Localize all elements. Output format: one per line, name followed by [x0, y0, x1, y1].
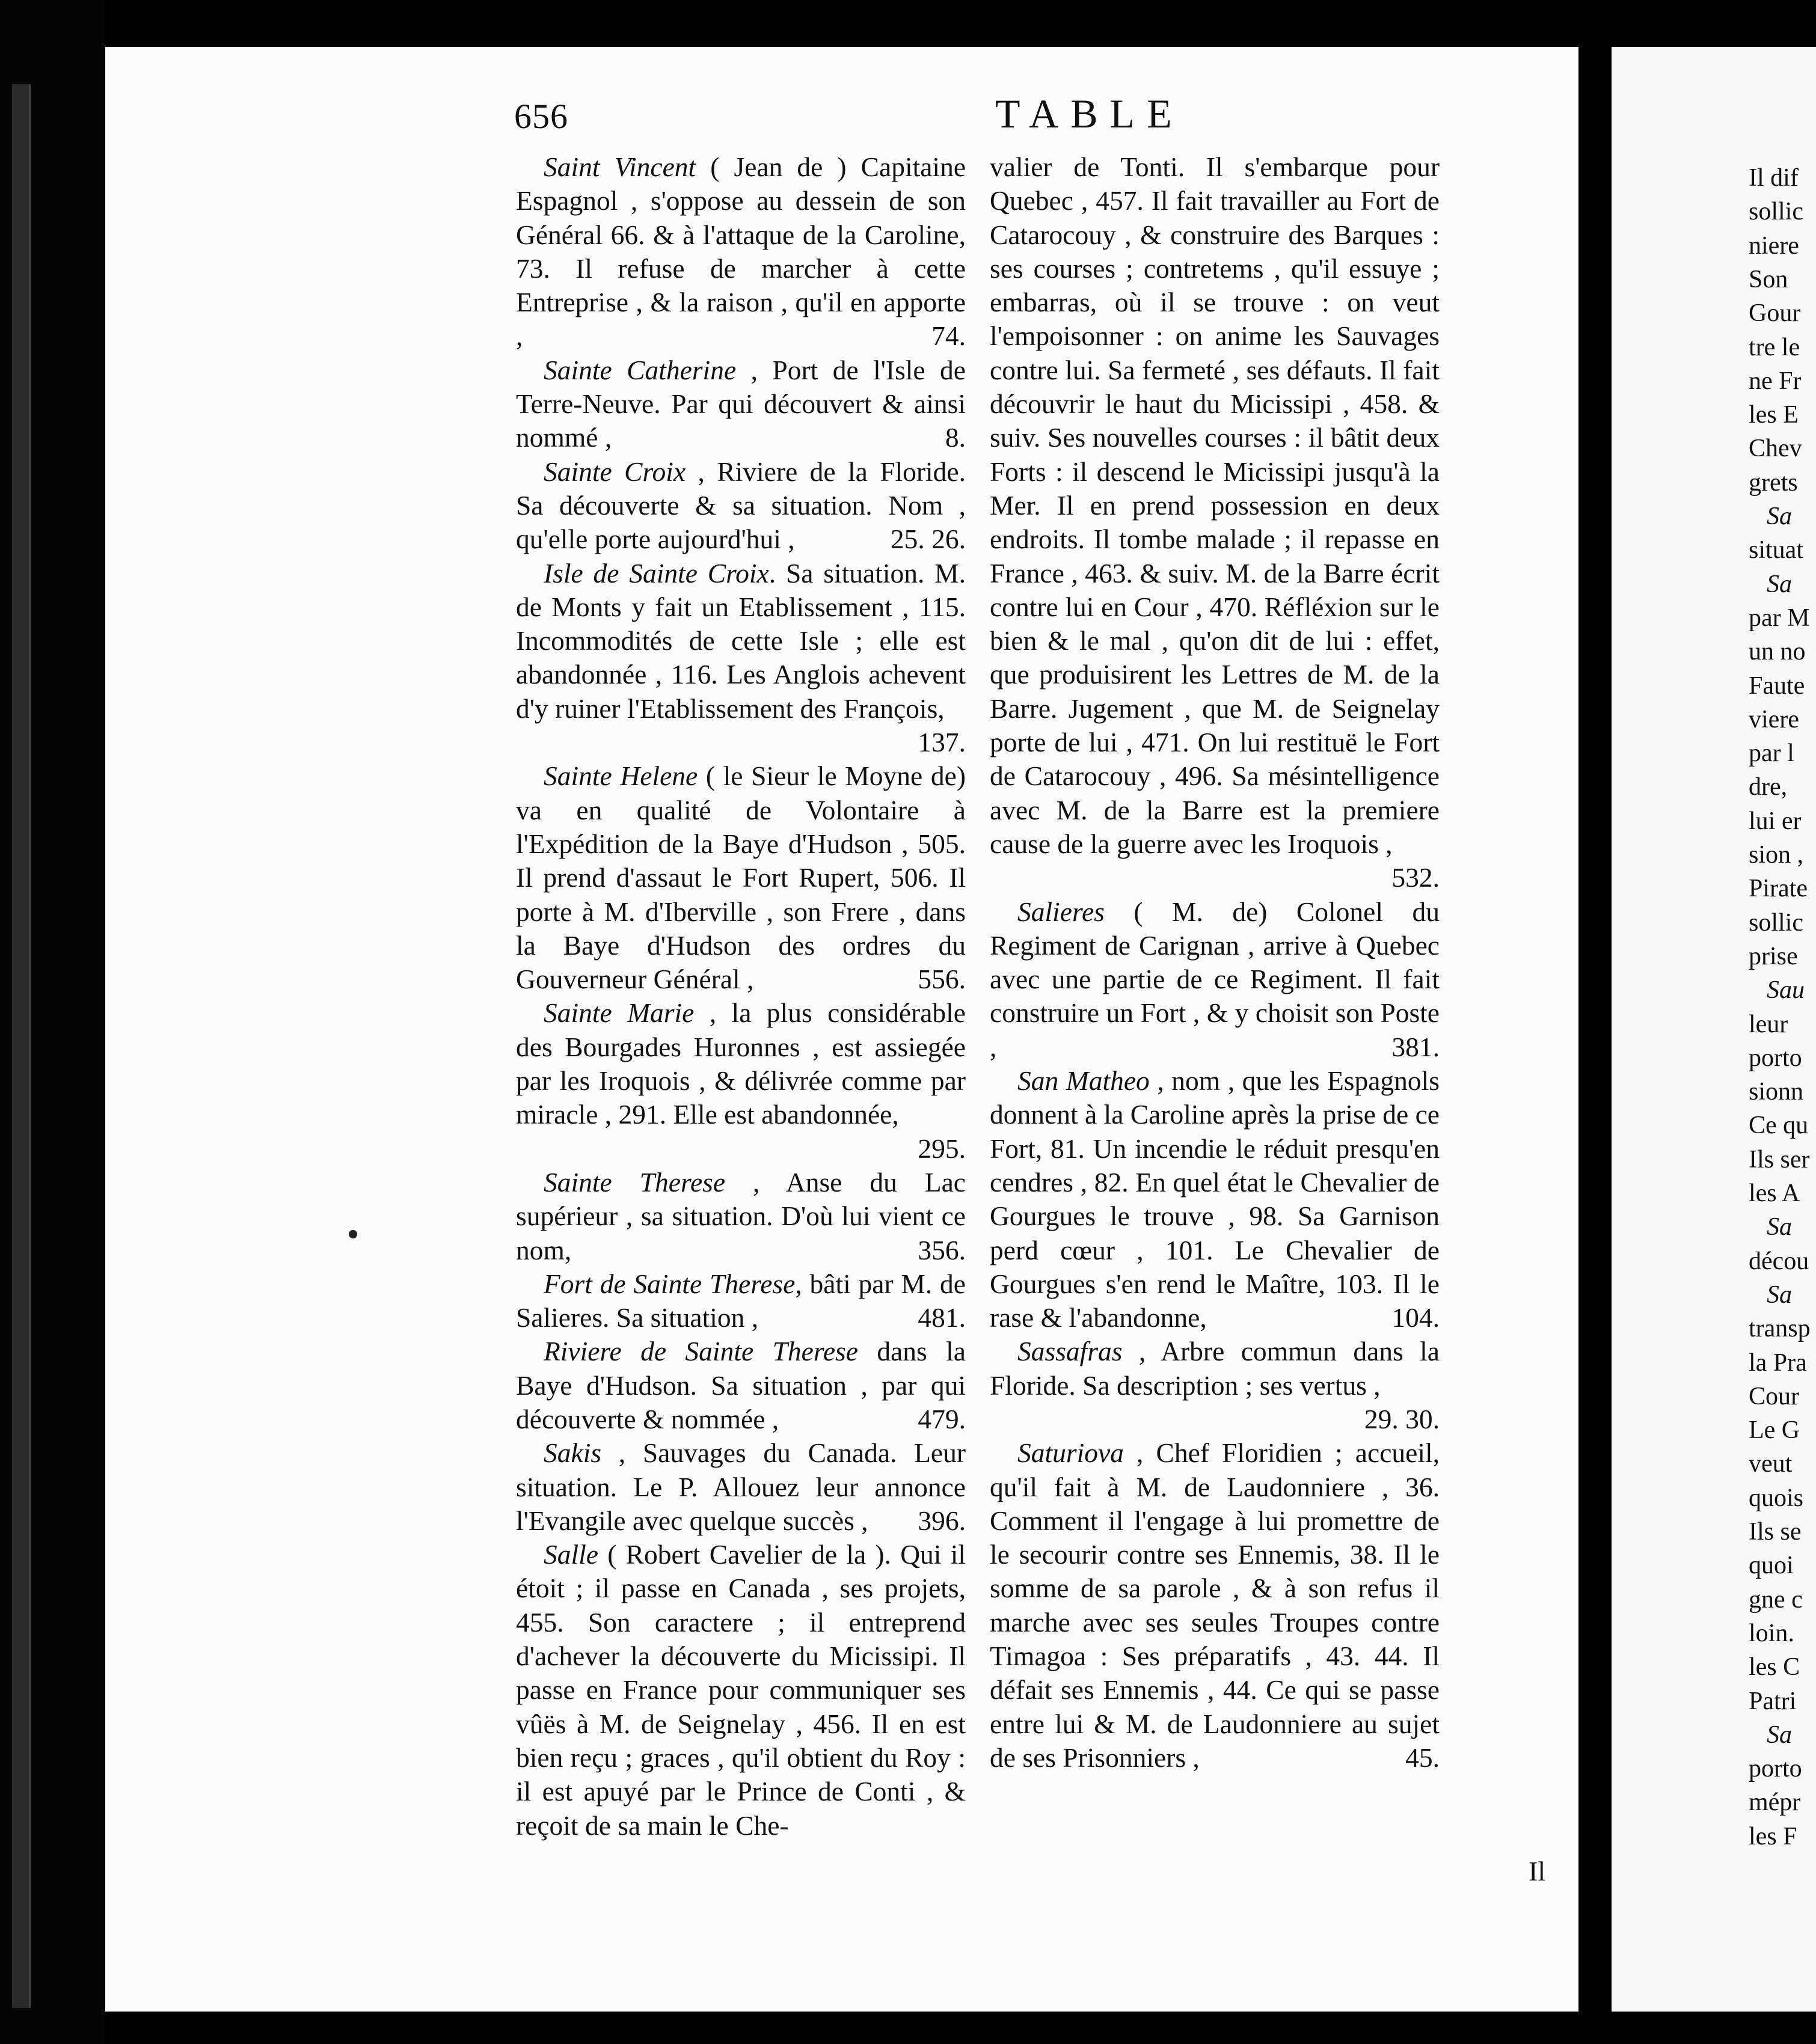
facing-page-line: mépr	[1749, 1788, 1801, 1817]
entry-text: , la plus considérable des Bourgades Huronnes , est assiegée par les Iroquois , & délivrée comme par miracle , 291. Elle est abandonnée,	[516, 997, 966, 1130]
page-reference: 45.	[1405, 1742, 1440, 1773]
facing-page-line: porto	[1749, 1044, 1802, 1072]
facing-page-line: veut	[1749, 1450, 1793, 1478]
entry-text: , Chef Floridien ; accueil, qu'il fait à M. de Laudonniere , 36. Comment il l'engage à lui promettre de le secourir contre ses Ennemis, 38. Il le somme de sa parole , & à son refus il marche avec ses seules Troupes contre Timagoa : Ses préparatifs , 43. 44. Il défait ses Ennemis , 44. Ce qui se passe entre lui & M. de Laudonniere au sujet de ses Prisonniers ,	[990, 1437, 1440, 1773]
entry-text: , Riviere de la Floride. Sa découverte & sa situation. Nom , qu'elle porte aujourd'hui ,	[516, 456, 966, 555]
entry-heading: Sakis	[544, 1437, 602, 1469]
facing-page-line: Ce qu	[1749, 1112, 1809, 1140]
entry-heading: Saturiova	[1017, 1437, 1124, 1469]
entry-text: , Port de l'Isle de Terre-Neuve. Par qui découvert & ainsi nommé ,	[516, 354, 966, 453]
facing-page-line: ne Fr	[1749, 367, 1802, 395]
facing-page-line: transp	[1749, 1315, 1811, 1343]
facing-page-line: Chev	[1749, 435, 1802, 463]
entry-text: , Anse du Lac supérieur , sa situation. D'où lui vient ce nom,	[516, 1166, 966, 1265]
index-entry	[516, 455, 966, 557]
entry-text: , bâti par M. de Salieres. Sa situation ,	[516, 1268, 966, 1333]
facing-page-line: Sa	[1767, 570, 1792, 598]
index-entry	[990, 895, 1440, 1064]
facing-page-line: tre le	[1749, 333, 1800, 361]
index-entry	[516, 1267, 966, 1335]
page-reference: 479.	[918, 1403, 966, 1434]
facing-page-line: les E	[1749, 401, 1799, 429]
entry-heading: Salieres	[1017, 896, 1105, 927]
catchword: Il	[1529, 1856, 1546, 1886]
facing-page-line: sollic	[1749, 198, 1803, 226]
page-number: 656	[514, 97, 568, 136]
entry-heading: Saint Vincent	[544, 151, 696, 182]
book-spine	[12, 84, 31, 2008]
facing-page-line: Sau	[1767, 976, 1805, 1005]
facing-page-line: sollic	[1749, 908, 1803, 937]
facing-page-line: un no	[1749, 638, 1806, 666]
index-entry	[990, 1335, 1440, 1436]
entry-heading: San Matheo	[1017, 1065, 1150, 1097]
facing-page-line: lui er	[1749, 807, 1802, 835]
facing-page-line: par l	[1749, 739, 1794, 768]
entry-heading: Salle	[544, 1539, 598, 1570]
facing-page-line: Sa	[1767, 503, 1792, 530]
entry-text: dans la Baye d'Hudson. Sa situation , par qui découverte & nommée ,	[516, 1336, 966, 1434]
facing-page-line: les A	[1749, 1180, 1800, 1207]
facing-page-line: leur	[1749, 1010, 1788, 1038]
facing-page-line: viere	[1749, 705, 1799, 733]
index-column-right	[990, 150, 1440, 1775]
entry-text: ( le Sieur le Moyne de) va en qualité de Volontaire à l'Expédition de la Baye d'Hudson , 505. Il prend d'assaut le Fort Rupert, 506. Il porte à M. d'Iberville , son Frere , dans la Baye d'Hudson des ordres du Gouverneur Général ,	[516, 760, 966, 995]
entry-heading: Sainte Helene	[544, 760, 698, 792]
entry-text: , Arbre commun dans la Floride. Sa description ; ses vertus ,	[990, 1336, 1440, 1401]
facing-page-line: grets	[1749, 468, 1798, 497]
entry-heading: Riviere de Sainte Therese	[544, 1336, 858, 1367]
facing-page-line: quoi	[1749, 1552, 1794, 1580]
index-entry	[516, 1166, 966, 1267]
entry-text: , Sauvages du Canada. Leur situation. Le P. Allouez leur annonce l'Evangile avec quelque succès ,	[516, 1437, 966, 1536]
facing-page-line: gne c	[1749, 1585, 1803, 1614]
facing-page-line: Son	[1749, 265, 1788, 293]
facing-page-line: niere	[1749, 231, 1799, 260]
entry-text: , nom , que les Espagnols donnent à la Caroline après la prise de ce Fort, 81. Un incendie le réduit presqu'en cendres , 82. En quel état le Chevalier de Gourgues le trouve , 98. Sa Garnison perd cœur , 101. Le Chevalier de Gourgues s'en rend le Maître, 103. Il le rase & l'abandonne,	[990, 1065, 1440, 1333]
index-entry	[516, 1335, 966, 1436]
page-reference: 74.	[931, 320, 966, 352]
facing-page-line: porto	[1749, 1755, 1802, 1783]
facing-page-line: Ils ser	[1749, 1145, 1810, 1173]
page-reference: 381.	[1391, 1031, 1440, 1062]
facing-page-line: Sa	[1767, 1721, 1792, 1749]
facing-page-fragment	[1612, 47, 1816, 2012]
facing-page-line: les C	[1749, 1653, 1800, 1681]
index-entry	[516, 996, 966, 1165]
facing-page-line: Le G	[1749, 1416, 1800, 1445]
page-reference: 25. 26.	[890, 524, 966, 555]
facing-page-line: Gour	[1749, 299, 1801, 328]
facing-page-line: Sa	[1767, 1281, 1792, 1309]
page-reference: 29. 30.	[1364, 1403, 1440, 1434]
index-entry	[990, 150, 1440, 895]
page-reference: 556.	[918, 964, 966, 995]
facing-page-line: Ils se	[1749, 1518, 1802, 1546]
facing-page-line: Patri	[1749, 1687, 1797, 1715]
running-title: TABLE	[995, 91, 1184, 136]
page-reference: 137.	[918, 727, 966, 758]
index-entry	[516, 353, 966, 455]
entry-heading: Sainte Catherine	[544, 354, 737, 385]
facing-page-line: quois	[1749, 1484, 1804, 1512]
page-reference: 481.	[918, 1302, 966, 1333]
facing-page-line: sionn	[1749, 1078, 1804, 1106]
page-reference: 8.	[945, 422, 966, 453]
facing-page-line: les F	[1749, 1822, 1797, 1850]
entry-heading: Sainte Marie	[544, 997, 695, 1029]
entry-heading: Sainte Therese	[544, 1166, 726, 1198]
entry-text: . Sa situation. M. de Monts y fait un Etablissement , 115. Incommodités de cette Isle ; elle est abandonnée , 116. Les Anglois achevent d'y ruiner l'Etablissement des François,	[516, 557, 966, 724]
index-entry	[516, 759, 966, 996]
entry-heading: Isle de Sainte Croix	[544, 557, 769, 589]
facing-page-line: Pirate	[1749, 875, 1808, 903]
facing-page-line: prise	[1749, 942, 1798, 970]
index-entry	[516, 1538, 966, 1843]
facing-page-line: Sa	[1767, 1213, 1792, 1241]
page-reference: 356.	[918, 1234, 966, 1265]
entry-text: ( M. de) Colonel du Regiment de Carignan , arrive à Quebec avec une partie de ce Regiment. Il fait construire un Fort , & y choisit son Poste ,	[990, 896, 1440, 1062]
ink-speck	[349, 1230, 357, 1238]
page-reference: 396.	[918, 1505, 966, 1536]
facing-page-line: Il dif	[1749, 164, 1799, 192]
page-reference: 104.	[1391, 1302, 1440, 1333]
index-entry	[990, 1064, 1440, 1335]
index-entry	[516, 150, 966, 353]
entry-heading: Sassafras	[1017, 1336, 1123, 1367]
index-entry	[516, 1436, 966, 1538]
index-entry	[516, 557, 966, 760]
page-reference: 295.	[918, 1133, 966, 1164]
facing-page-line: loin.	[1749, 1619, 1794, 1647]
facing-page-line: par M	[1749, 604, 1810, 632]
facing-page-line: sion ,	[1749, 841, 1804, 869]
entry-text: valier de Tonti. Il s'embarque pour Quebec , 457. Il fait travailler au Fort de Catarocouy , & construire des Barques : ses courses ; contretems , qu'il essuye ; embarras, où il se trouve : on veut l'empoisonner : on anime les Sauvages contre lui. Sa fermeté , ses défauts. Il fait découvrir le haut du Micissipi , 458. & suiv. Ses nouvelles courses : il bâtit deux Forts : il descend le Micissipi jusqu'à la Mer. Il en prend possession en deux endroits. Il tombe malade ; il repasse en France , 463. & suiv. M. de la Barre écrit contre lui en Cour , 470. Réfléxion sur le bien & le mal , qu'on dit de lui : effet, que produisirent les Lettres de M. de la Barre. Jugement , que M. de Seignelay porte de lui , 471. On lui restituë le Fort de Catarocouy , 496. Sa mésintelligence avec M. de la Barre est la premiere cause de la guerre avec les Iroquois ,	[990, 151, 1440, 859]
entry-heading: Sainte Croix	[544, 456, 686, 487]
facing-page-line: décou	[1749, 1247, 1809, 1275]
index-entry	[990, 1436, 1440, 1775]
facing-page-line: Faute	[1749, 672, 1805, 700]
page-reference: 532.	[1391, 862, 1440, 893]
facing-page-line: situat	[1749, 536, 1803, 565]
entry-heading: Fort de Sainte Therese	[544, 1268, 796, 1299]
facing-page-line: la Pra	[1749, 1348, 1807, 1377]
facing-page-line: Cour	[1749, 1382, 1799, 1410]
facing-page-line: dre,	[1749, 773, 1788, 801]
entry-text: ( Robert Cavelier de la ). Qui il étoit ; il passe en Canada , ses projets, 455. Son caractere ; il entreprend d'achever la découverte du Micissipi. Il passe en France pour communiquer ses vûës à M. de Seignelay , 456. Il en est bien reçu ; graces , qu'il obtient du Roy : il est apuyé par le Prince de Conti , & reçoit de sa main le Che-	[516, 1539, 966, 1841]
index-column-left	[516, 150, 966, 1843]
entry-text: ( Jean de ) Capitaine Espagnol , s'oppose au dessein de son Général 66. & à l'attaque de la Caroline, 73. Il refuse de marcher à cette Entreprise , & la raison , qu'il en apporte ,	[516, 151, 966, 352]
